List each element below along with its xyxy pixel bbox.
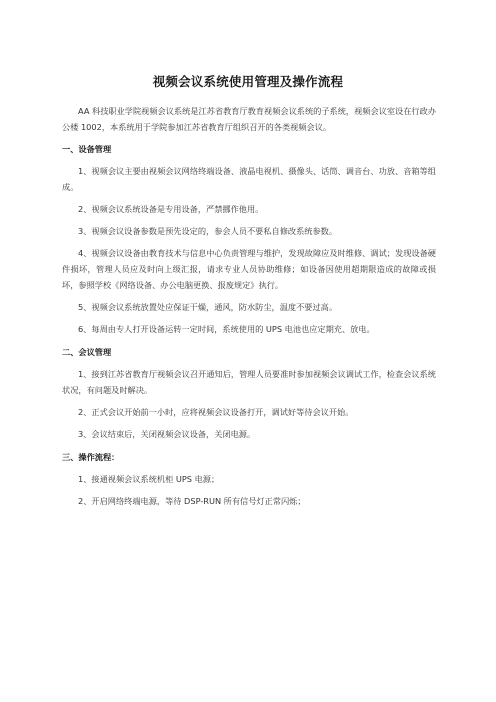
section-heading-equipment: 一、设备管理 xyxy=(62,144,112,154)
equipment-item-6: 6、每周由专人打开设备运转一定时间，系统使用的 UPS 电池也应定期充、放电。 xyxy=(78,324,375,334)
process-item-2: 2、开启网络终端电源，等待 DSP-RUN 所有信号灯正常闪烁； xyxy=(78,496,306,506)
equipment-item-4: 4、视频会议设备由教育技术与信息中心负责管理与维护，发现故障应及时维修、调试；发现设备硬件损坏，管理人员应及时向上级汇报，请求专业人员协助维修；如设备因使用超期限造成的故障或损坏，参照学校《网络设备、办公电脑更换、报废规定》执行。 xyxy=(62,248,436,290)
document-title: 视频会议系统使用管理及操作流程 xyxy=(152,74,344,89)
document-body xyxy=(62,103,436,509)
process-item-1: 1、接通视频会议系统机柜 UPS 电源； xyxy=(78,474,220,484)
meeting-item-3: 3、会议结束后，关闭视频会议设备，关闭电源。 xyxy=(78,429,256,439)
equipment-item-3: 3、视频会议设备参数是预先设定的，参会人员不要私自修改系统参数。 xyxy=(78,226,338,236)
equipment-item-5: 5、视频会议系统放置处应保证干燥，通风，防水防尘，温度不要过高。 xyxy=(78,302,338,312)
intro-paragraph: AA 科技职业学院视频会议系统是江苏省教育厅教育视频会议系统的子系统，视频会议室设在行政办公楼 1002，本系统用于学院参加江苏省教育厅组织召开的各类视频会议。 xyxy=(62,106,436,132)
equipment-item-2: 2、视频会议系统设备是专用设备，严禁挪作他用。 xyxy=(78,204,264,214)
section-heading-process: 三、操作流程： xyxy=(62,452,120,462)
equipment-item-1: 1、视频会议主要由视频会议网络终端设备、液晶电视机、摄像头、话筒、调音台、功放、音箱等组成。 xyxy=(62,166,436,192)
section-heading-meeting: 二、会议管理 xyxy=(62,347,112,357)
meeting-item-2: 2、正式会议开始前一小时，应将视频会议设备打开，调试好等待会议开始。 xyxy=(78,407,354,417)
meeting-item-1: 1、接到江苏省教育厅视频会议召开通知后，管理人员要准时参加视频会议调试工作，检查会议系统状况，有问题及时解决。 xyxy=(62,369,436,395)
